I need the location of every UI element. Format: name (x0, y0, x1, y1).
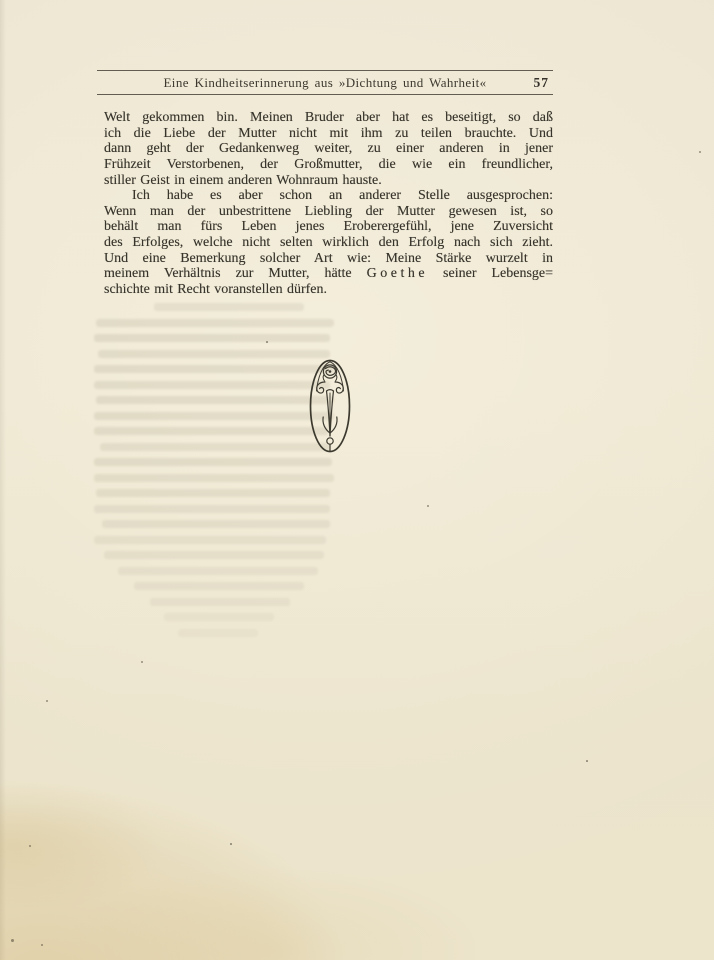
ghost-line (94, 381, 330, 389)
bleed-through-ghost-text (94, 303, 338, 655)
ghost-line (104, 551, 324, 559)
text-segment: Welt gekommen bin. Meinen Bruder aber hat es beseitigt, so daß (104, 110, 553, 125)
dust-speck (586, 760, 588, 762)
text-line (104, 173, 553, 189)
body-text (104, 110, 553, 298)
dust-speck (230, 843, 232, 845)
ghost-line (98, 350, 330, 358)
ghost-line (96, 396, 334, 404)
text-line (104, 204, 553, 220)
dust-speck (266, 341, 268, 343)
text-segment: Wenn man der unbestrittene Liebling der Mutter gewesen ist, so (104, 203, 553, 219)
text-line (104, 266, 553, 282)
ghost-line (134, 582, 304, 590)
ghost-line (94, 412, 334, 420)
ghost-line (96, 319, 334, 327)
text-line (104, 157, 553, 173)
dust-speck (699, 151, 701, 153)
dust-speck (41, 944, 43, 946)
text-segment: schichte mit Recht voranstellen dürfen. (104, 282, 328, 298)
ghost-line (164, 613, 274, 621)
text-line (104, 141, 553, 157)
text-line (104, 251, 553, 267)
ghost-line (178, 629, 258, 637)
paragraph (104, 188, 553, 297)
running-header-title: Eine Kindheitserinnerung aus »Dichtung und Wahrheit« (163, 74, 487, 90)
emphasized-name: Goethe (366, 266, 429, 282)
text-segment: dann geht der Gedankenweg weiter, zu einer anderen in jener (104, 141, 553, 157)
text-segment: des Erfolges, welche nicht selten wirklich den Erfolg nach sich zieht. (104, 235, 553, 251)
ghost-line (94, 458, 332, 466)
text-segment: Und eine Bemerkung solcher Art wie: Meine Stärke wurzelt in (104, 250, 553, 266)
page-number: 57 (533, 74, 549, 90)
ghost-line (102, 520, 330, 528)
ghost-line (100, 443, 330, 451)
ghost-line (94, 536, 326, 544)
dust-speck (29, 845, 31, 847)
text-segment: Ich habe es aber schon an anderer Stelle ausgesprochen: (132, 188, 553, 204)
ghost-line (118, 567, 318, 575)
text-segment: ich die Liebe der Mutter nicht mit ihm zu teilen brauchte. Und (104, 125, 553, 141)
text-line (104, 110, 553, 126)
ghost-line (96, 489, 330, 497)
text-line (104, 282, 553, 298)
paragraph (104, 110, 553, 188)
floral-ornament-icon (305, 355, 355, 455)
text-line (104, 219, 553, 235)
text-segment: Frühzeit Verstorbenen, der Großmutter, die wie ein freundlicher, (104, 156, 553, 172)
dust-speck (427, 505, 429, 507)
dust-speck (11, 939, 14, 942)
ghost-line (94, 334, 330, 342)
text-segment: stiller Geist in einem anderen Wohnraum hauste. (104, 172, 382, 188)
dust-speck (141, 661, 143, 663)
text-line (104, 126, 553, 142)
ghost-line (94, 427, 328, 435)
dust-speck (46, 700, 48, 702)
ghost-line (154, 303, 304, 311)
text-line (104, 235, 553, 251)
ghost-line (150, 598, 290, 606)
running-header (97, 70, 553, 95)
text-segment: seiner Lebensge= (428, 266, 553, 282)
ghost-line (94, 505, 330, 513)
text-line (104, 188, 553, 204)
text-segment: meinem Verhältnis zur Mutter, hätte (104, 266, 367, 282)
ghost-line (94, 365, 334, 373)
ghost-line (94, 474, 334, 482)
text-segment: behält man fürs Leben jenes Eroberergefühl, jene Zuversicht (104, 219, 553, 235)
